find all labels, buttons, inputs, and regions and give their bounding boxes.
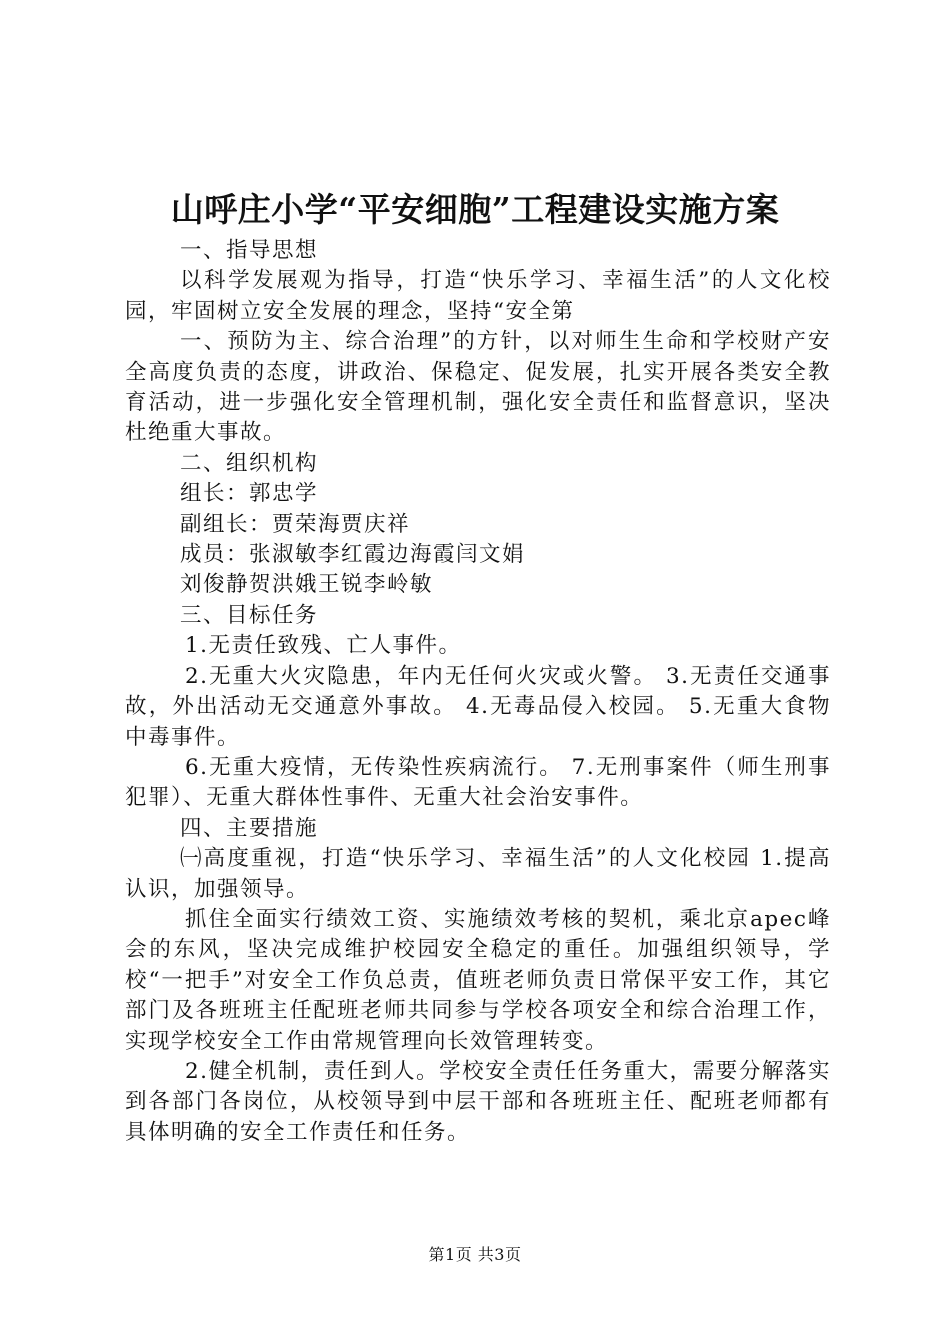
section-heading-organization: 二、组织机构 [180,450,319,476]
document-title: 山呼庄小学“平安细胞”工程建设实施方案 [170,190,780,229]
section-heading-measures: 四、主要措施 [180,815,319,841]
subsection-heading: ㈠高度重视，打造“快乐学习、幸福生活”的人文化校园 1.提高认识，加强领导。 [125,846,831,902]
goal-item: 2.无重大火灾隐患，年内无任何火灾或火警。 3.无责任交通事故，外出活动无交通意外事故。 4.无毒品侵入校园。 5.无重大食物中毒事件。 [125,663,831,750]
paragraph: 以科学发展观为指导，打造“快乐学习、幸福生活”的人文化校园，牢固树立安全发展的理念，坚持“安全第 [125,268,831,324]
org-members: 成员：张淑敏李红霞边海霞闫文娟 [180,542,526,568]
org-members-continued: 刘俊静贺洪娥王锐李岭敏 [180,572,434,598]
org-deputy-leader: 副组长：贾荣海贾庆祥 [180,511,411,537]
paragraph: 一、预防为主、综合治理”的方针，以对师生生命和学校财产安全高度负责的态度，讲政治、保稳定、促发展，扎实开展各类安全教育活动，进一步强化安全管理机制，强化安全责任和监督意识，坚决杜绝重大事故。 [125,329,831,446]
paragraph: 抓住全面实行绩效工资、实施绩效考核的契机，乘北京apec峰会的东风，坚决完成维护校园安全稳定的重任。加强组织领导，学校“一把手”对安全工作负总责，值班老师负责日常保平安工作，其它部门及各班班主任配班老师共同参与学校各项安全和综合治理工作，实现学校安全工作由常规管理向长效管理转变。 [125,906,831,1054]
goal-item: 1.无责任致残、亡人事件。 [185,633,462,659]
goal-item: 6.无重大疫情，无传染性疾病流行。 7.无刑事案件（师生刑事犯罪）、无重大群体性事件、无重大社会治安事件。 [125,754,831,811]
section-heading-guiding-ideology: 一、指导思想 [180,238,319,263]
org-leader: 组长：郭忠学 [180,481,319,507]
document-body [125,236,831,1148]
page-footer: 第1页 共3页 [428,1245,522,1264]
paragraph: 2.健全机制，责任到人。学校安全责任任务重大，需要分解落实到各部门各岗位，从校领导到中层干部和各班班主任、配班老师都有具体明确的安全工作责任和任务。 [125,1058,831,1145]
section-heading-goals: 三、目标任务 [180,602,319,628]
